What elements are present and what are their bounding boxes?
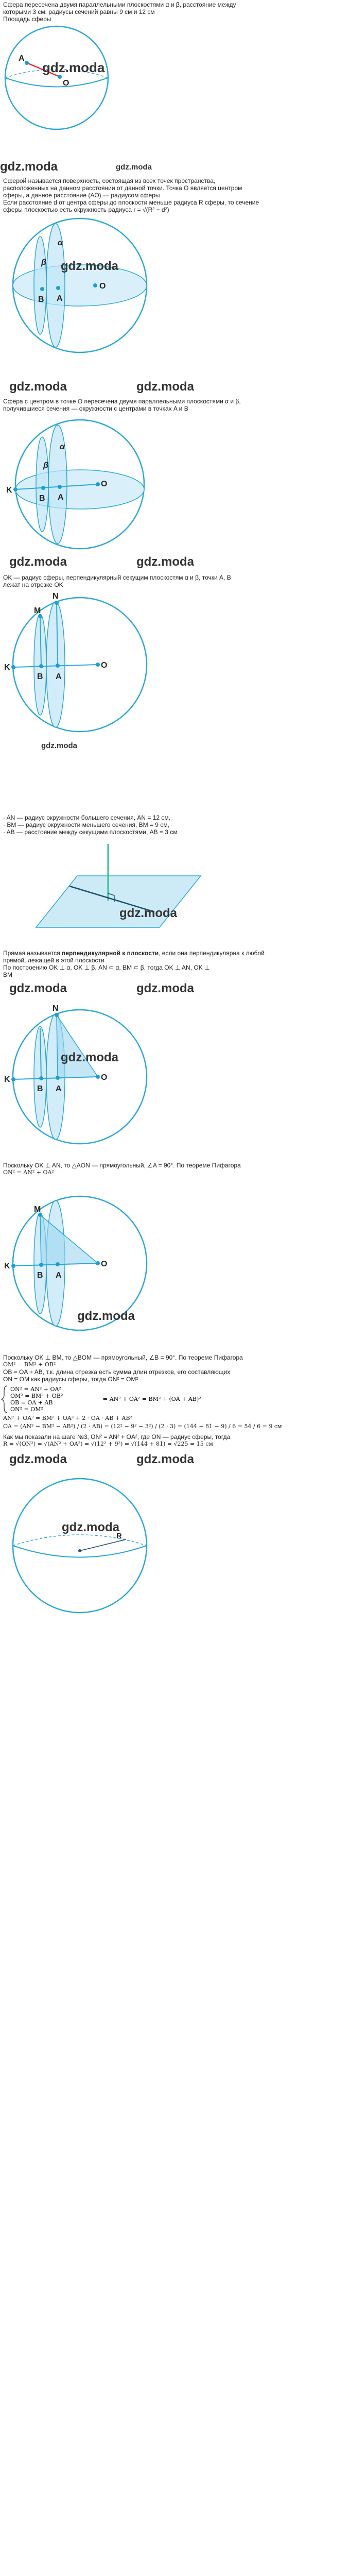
- label-n: N: [52, 1004, 59, 1013]
- watermark: gdz.moda: [136, 1452, 194, 1466]
- point-b: [40, 287, 44, 291]
- watermark: gdz.moda: [116, 163, 152, 172]
- label-a: A: [56, 1271, 62, 1280]
- system-result: ⇒ AN² + OA² = BM² + (OA + AB)²: [103, 1396, 201, 1402]
- definition-tail: , если она перпендикулярна к любой: [159, 950, 265, 957]
- figure-triangle-bom: [0, 1181, 350, 1346]
- problem-line: которыми 3 см, радиусы сечений равны 9 см и 12 см: [3, 8, 155, 15]
- problem-line: Площадь сферы: [3, 15, 51, 23]
- watermark: gdz.moda: [61, 1050, 118, 1064]
- label-b: B: [37, 672, 43, 681]
- label-k: K: [4, 1262, 10, 1270]
- section-beta: [36, 437, 48, 532]
- sphere-outline: [13, 598, 147, 732]
- section-beta: [34, 236, 46, 334]
- definition-line: расположенных на данном расстоянии от данной точки. Точка O является центром: [3, 184, 242, 192]
- pythagoras-bom-text: [3, 1354, 347, 1383]
- point-k: [11, 1077, 15, 1081]
- point-o: [96, 663, 100, 667]
- watermark: gdz.moda: [119, 906, 177, 920]
- point-o: [58, 75, 62, 79]
- label-k: K: [6, 486, 12, 495]
- figure-sphere-r: [0, 1473, 350, 1623]
- label-a: A: [56, 672, 62, 681]
- label-beta: β: [43, 461, 48, 470]
- formula-oa: OA = (AN² − BM² − AB²) / (2 · AB) = (12² − 9² − 3²) / (2 · 3) = (144 − 81 − 9) / 6 = 54 / 6 = 9 см: [3, 1423, 282, 1430]
- sections-line: Сфера с центром в точке O пересечена двумя параллельными плоскостями α и β,: [3, 398, 241, 405]
- ok-text: [3, 574, 347, 588]
- label-b: B: [38, 295, 44, 304]
- label-m: M: [34, 1205, 41, 1214]
- great-circle-plane: [15, 470, 144, 509]
- figure-sections-k: [0, 412, 350, 551]
- watermark: gdz.moda: [9, 981, 67, 995]
- figure-perpendicular-plane: [0, 840, 350, 943]
- point-k: [11, 1264, 15, 1268]
- definition-text: [3, 177, 347, 213]
- pythagoras-line: OB = OA + AB, т.к. длина отрезка есть сумма длин отрезков, его составляющих: [3, 1368, 231, 1376]
- point-o: [96, 1075, 100, 1079]
- sections-line: получившиеся сечения — окружности с центрами в точках A и B: [3, 405, 188, 412]
- list-item: · AB — расстояние между секущими плоскостями, AB = 3 см: [3, 828, 178, 836]
- list-item: · AN — радиус окружности большего сечения, AN = 12 см,: [3, 814, 170, 821]
- formula-on: ON² = AN² + OA²: [3, 1169, 54, 1176]
- watermark: gdz.moda: [9, 555, 67, 569]
- point-b: [41, 486, 45, 490]
- watermark: gdz.moda: [136, 981, 194, 995]
- point-a: [56, 664, 60, 668]
- label-alpha: α: [60, 443, 65, 451]
- watermark: gdz.moda: [62, 1520, 119, 1534]
- point-a: [58, 485, 62, 489]
- watermark-row: [0, 157, 350, 178]
- label-a: A: [56, 1084, 62, 1093]
- point-o: [93, 283, 97, 287]
- point-a: [56, 1262, 60, 1266]
- sphere-outline: [5, 26, 108, 129]
- figure-two-sections: [0, 213, 350, 363]
- watermark-row: [0, 551, 350, 572]
- radius-line: Как мы показали на шаге №3, ON² = AN² + OA², где ON — радиус сферы, тогда: [3, 1433, 231, 1440]
- watermark: gdz.moda: [61, 259, 118, 273]
- center-point: [78, 1549, 81, 1552]
- label-a: A: [57, 294, 63, 303]
- perpendicular-line: [3, 950, 347, 957]
- system-of-equations: [0, 1384, 350, 1415]
- watermark: gdz.moda: [41, 741, 77, 750]
- label-o: O: [101, 480, 108, 488]
- given-list: [3, 814, 347, 836]
- definition-line: сферы, а данное расстояние (AO) — радиусом сферы: [3, 192, 160, 199]
- perpendicular-line: BM: [3, 971, 12, 978]
- definition-line: сферы плоскостью есть окружность радиуса r = √(R² − d²): [3, 206, 169, 213]
- point-a: [56, 286, 60, 290]
- watermark: gdz.moda: [42, 60, 105, 75]
- radius-text: [3, 1433, 347, 1448]
- label-o: O: [101, 1073, 108, 1082]
- watermark: gdz.moda: [136, 555, 194, 569]
- watermark: gdz.moda: [136, 380, 194, 394]
- ok-line: OK — радиус сферы, перпендикулярный секущим плоскостям α и β, точки A, B: [3, 574, 231, 581]
- problem-line: Сфера пересечена двумя параллельными плоскостями α и β, расстояние между: [3, 1, 236, 8]
- perpendicular-line: прямой, лежащей в этой плоскости: [3, 957, 104, 964]
- point-a: [56, 1076, 60, 1080]
- ok-line: лежат на отрезке OK: [3, 581, 63, 588]
- system-equation: ON² = AN² + OA²: [10, 1386, 61, 1393]
- point-b: [39, 664, 43, 668]
- definition-intro: Прямая называется: [3, 950, 62, 957]
- figure-sphere-radius: [0, 24, 350, 158]
- watermark-row: [0, 1449, 350, 1469]
- label-a: A: [58, 493, 64, 502]
- point-k: [13, 487, 18, 492]
- definition-line: Если расстояние d от центра сферы до плоскости меньше радиуса R сферы, то сечение: [3, 199, 259, 206]
- point-b: [39, 1263, 43, 1267]
- label-a: A: [19, 54, 25, 63]
- label-o: O: [99, 282, 106, 291]
- point-n: [55, 1013, 59, 1017]
- watermark: gdz.moda: [9, 380, 67, 394]
- point-n: [55, 601, 59, 605]
- label-o: O: [63, 79, 69, 88]
- sphere-outline: [13, 1479, 147, 1613]
- radius-segment: [80, 1539, 126, 1551]
- watermark-row: [0, 376, 350, 397]
- figure-triangle-aon: [0, 994, 350, 1159]
- system-equation: OB = OA + AB: [10, 1399, 53, 1406]
- label-b: B: [37, 1084, 43, 1093]
- sections-text: [3, 398, 347, 412]
- label-b: B: [39, 494, 45, 503]
- list-item: · BM — радиус окружности меньшего сечения, BM = 9 см,: [3, 821, 169, 828]
- label-beta: β: [41, 258, 46, 267]
- label-n: N: [52, 592, 59, 601]
- perpendicular-line: По построению OK ⊥ α, OK ⊥ β, AN ⊂ α, BM ⊂ β, тогда OK ⊥ AN, OK ⊥: [3, 964, 210, 971]
- formula-r: R = √(ON²) = √(AN² + OA²) = √(12² + 9²) = √(144 + 81) = √225 = 15 см: [3, 1440, 213, 1447]
- label-o: O: [101, 1260, 108, 1268]
- system-brace: [2, 1386, 7, 1413]
- system-equation: ON² = OM²: [10, 1406, 43, 1413]
- triangle-bom: [40, 1215, 98, 1265]
- label-b: B: [37, 1271, 43, 1280]
- definition-line: Сферой называется поверхность, состоящая из всех точек пространства,: [3, 177, 216, 184]
- equator-front: [5, 78, 108, 87]
- equator-back: [13, 1535, 147, 1546]
- formula-om: OM² = BM² + OB²: [3, 1361, 56, 1368]
- point-o: [96, 482, 100, 486]
- watermark: gdz.moda: [77, 1309, 135, 1323]
- label-o: O: [101, 661, 108, 670]
- label-k: K: [4, 663, 10, 672]
- pythagoras-line: ON = OM как радиусы сферы, тогда ON² = OM²: [3, 1376, 138, 1383]
- problem-text: [3, 1, 347, 23]
- point-b: [39, 1076, 43, 1080]
- point-k: [11, 665, 15, 669]
- figure-radii-mn: [0, 587, 350, 737]
- perpendicular-text: [3, 950, 347, 978]
- pythagoras-line: Поскольку OK ⊥ AN, то △AON — прямоугольный, ∠A = 90°. По теореме Пифагора: [3, 1162, 241, 1169]
- label-k: K: [4, 1075, 10, 1084]
- point-o: [96, 1261, 100, 1265]
- section-alpha: [46, 602, 65, 727]
- label-r: R: [116, 1532, 122, 1540]
- triangle-aon: [57, 1015, 98, 1078]
- formula-expand: AN² + OA² = BM² + OA² + 2 · OA · AB + AB²: [3, 1415, 132, 1421]
- point-a: [25, 61, 29, 65]
- watermark-row: [0, 738, 350, 753]
- watermark: gdz.moda: [9, 1452, 67, 1466]
- pythagoras-aon-text: [3, 1162, 347, 1176]
- watermark: gdz.moda: [0, 160, 58, 174]
- defined-term: перпендикулярной к плоскости: [62, 950, 159, 957]
- pythagoras-line: Поскольку OK ⊥ BM, то △BOM — прямоугольный, ∠B = 90°. По теореме Пифагора: [3, 1354, 243, 1361]
- label-m: M: [34, 606, 41, 615]
- system-equation: OM² = BM² + OB²: [10, 1393, 63, 1399]
- label-alpha: α: [58, 239, 63, 247]
